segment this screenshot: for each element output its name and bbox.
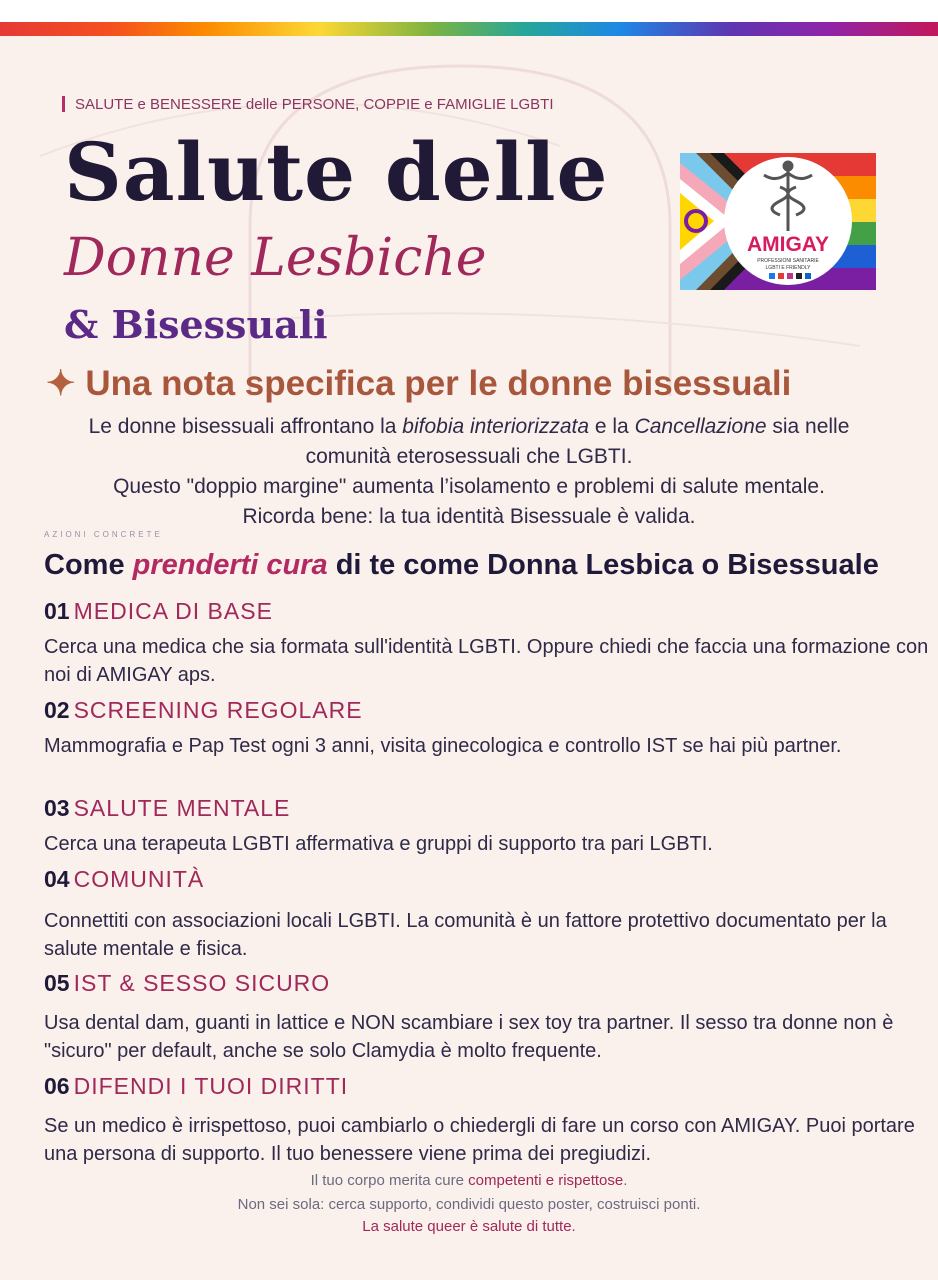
list-item [44, 598, 934, 689]
footer-text-1b: . [623, 1172, 628, 1189]
footer-highlight: competenti e rispettose [468, 1172, 624, 1189]
item-number: 05 [44, 970, 70, 996]
note-text-1a: Le donne bisessuali affrontano la [88, 415, 403, 438]
note-text-1c: sia nelle [766, 415, 850, 438]
item-number: 06 [44, 1073, 70, 1099]
amigay-pride-flag-logo [680, 153, 876, 290]
item-label: IST & SESSO SICURO [73, 970, 331, 996]
heading-pre: Come [44, 549, 133, 581]
item-label: MEDICA DI BASE [73, 598, 273, 624]
item-label: COMUNITÀ [73, 866, 205, 892]
footer-line-2: Non sei sola: cerca supporto, condividi questo poster, costruisci ponti. [237, 1196, 701, 1213]
note-emphasis-cancellazione: Cancellazione [634, 415, 767, 438]
title-line-1: Salute delle [64, 125, 609, 219]
item-text: Se un medico è irrispettoso, puoi cambiarlo o chiedergli di fare un corso con AMIGAY. Puoi portare una persona di supporto. Il tuo benessere viene prima dei pregiudizi. [44, 1115, 915, 1165]
note-paragraph [0, 412, 938, 532]
list-item [44, 795, 934, 858]
note-text-1b: e la [589, 415, 635, 438]
logo-name: AMIGAY [746, 233, 830, 256]
heading-post: di te come Donna Lesbica o Bisessuale [327, 549, 879, 581]
footer-line-1 [0, 1172, 938, 1189]
section-kicker: AZIONI CONCRETE [44, 530, 163, 539]
list-item [44, 970, 934, 1065]
logo-tagline-2: LGBTI E FRIENDLY [765, 265, 811, 271]
item-label: SCREENING REGOLARE [73, 697, 363, 723]
heading-highlight: prenderti cura [132, 549, 328, 581]
title-line-2: Donne Lesbiche [64, 228, 487, 288]
footer-line-3: La salute queer è salute di tutte. [362, 1218, 576, 1235]
logo-tagline-1: PROFESSIONI SANITARIE [757, 258, 819, 264]
item-text: Mammografia e Pap Test ogni 3 anni, visita ginecologica e controllo IST se hai più partner. [44, 735, 842, 757]
rainbow-stripe [0, 22, 938, 36]
note-line-1 [0, 412, 938, 442]
list-item [44, 697, 934, 760]
note-line-2: comunità eterosessuali che LGBTI. [305, 445, 633, 468]
item-text: Cerca una terapeuta LGBTI affermativa e gruppi di supporto tra pari LGBTI. [44, 833, 713, 855]
item-text: Cerca una medica che sia formata sull'identità LGBTI. Oppure chiedi che faccia una formazione con noi di AMIGAY aps. [44, 636, 929, 686]
kicker-line [62, 96, 554, 113]
list-item [44, 1073, 934, 1168]
item-text: Usa dental dam, guanti in lattice e NON scambiare i sex toy tra partner. Il sesso tra donne non è "sicuro" per default, anche se solo Clamydia è molto frequente. [44, 1012, 894, 1062]
item-text: Connettiti con associazioni locali LGBTI. La comunità è un fattore protettivo documentato per la salute mentale e fisica. [44, 910, 887, 960]
sparkle-icon: ✦ [46, 364, 76, 403]
item-label: DIFENDI I TUOI DIRITTI [73, 1073, 349, 1099]
footer-text-1a: Il tuo corpo merita cure [310, 1172, 469, 1189]
item-number: 01 [44, 598, 70, 624]
list-item [44, 866, 934, 963]
item-number: 02 [44, 697, 70, 723]
note-title [46, 364, 791, 404]
item-label: SALUTE MENTALE [73, 795, 291, 821]
kicker-text: SALUTE e BENESSERE delle PERSONE, COPPIE e FAMIGLIE LGBTI [75, 96, 554, 113]
title-line-3: & Bisessuali [64, 302, 328, 347]
item-number: 03 [44, 795, 70, 821]
note-title-text: Una nota specifica per le donne bisessuali [85, 364, 792, 403]
section-heading [44, 549, 879, 582]
item-number: 04 [44, 866, 70, 892]
kicker-bar [62, 96, 65, 112]
note-line-4: Ricorda bene: la tua identità Bisessuale è valida. [242, 505, 696, 528]
note-line-3: Questo "doppio margine" aumenta l’isolamento e problemi di salute mentale. [113, 475, 825, 498]
note-emphasis-bifobia: bifobia interiorizzata [402, 415, 590, 438]
